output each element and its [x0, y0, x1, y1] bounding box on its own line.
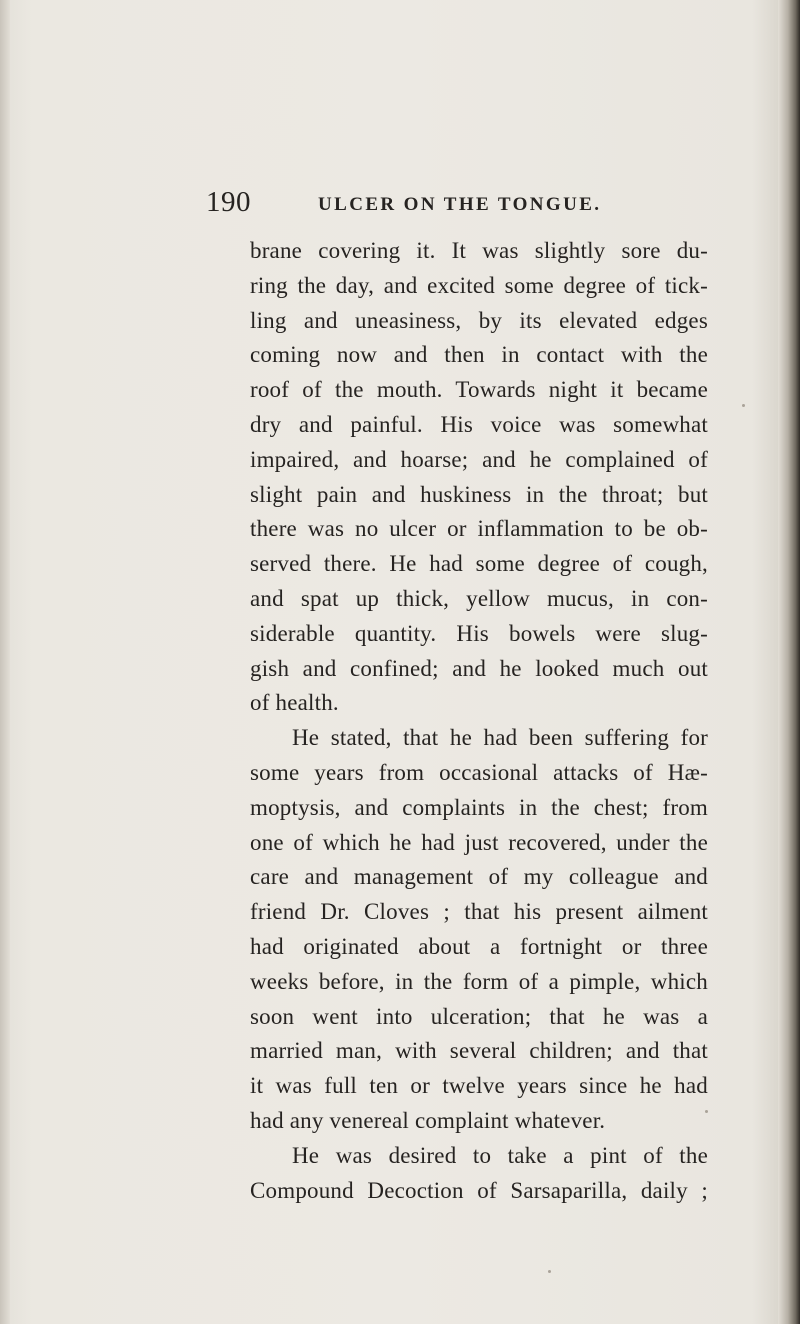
text-line: soon went into ulceration; that he was a	[250, 1003, 708, 1029]
text-line: ling and uneasiness, by its elevated edges	[250, 307, 708, 333]
paper-speck	[548, 1270, 551, 1273]
text-line: brane covering it. It was slightly sore du-	[250, 238, 708, 263]
text-line: some years from occasional attacks of Hæ-	[250, 759, 708, 785]
text-line: care and management of my colleague and	[250, 864, 708, 890]
text-line: and spat up thick, yellow mucus, in con-	[250, 585, 708, 611]
page-left-edge	[0, 0, 10, 1324]
text-line: dry and painful. His voice was somewhat	[250, 411, 708, 437]
paper-speck	[742, 404, 745, 407]
page-number: 190	[206, 186, 251, 218]
text-line: roof of the mouth. Towards night it became	[250, 377, 708, 403]
paper-speck	[705, 1110, 708, 1113]
text-line: He stated, that he had been suffering for	[292, 725, 708, 751]
text-line: Compound Decoction of Sarsaparilla, daily ;	[250, 1177, 708, 1203]
text-line: gish and confined; and he looked much out	[250, 655, 708, 681]
running-head-title: ULCER ON THE TONGUE.	[318, 194, 602, 215]
text-line: He was desired to take a pint of the	[292, 1142, 708, 1168]
text-line: there was no ulcer or inflammation to be ob-	[250, 516, 708, 542]
text-line: ring the day, and excited some degree of tick-	[250, 272, 708, 298]
text-line: had originated about a fortnight or three	[250, 933, 708, 959]
text-line: weeks before, in the form of a pimple, which	[250, 968, 708, 994]
text-line: had any venereal complaint whatever.	[250, 1107, 606, 1133]
paragraph-1	[250, 234, 708, 721]
body-text	[250, 234, 708, 1208]
paragraph-2	[250, 721, 708, 1139]
text-line: one of which he had just recovered, under the	[250, 829, 708, 855]
page-right-edge-shadow	[778, 0, 800, 1324]
text-line: of health.	[250, 690, 339, 716]
paragraph-3	[250, 1139, 708, 1209]
text-line: it was full ten or twelve years since he had	[250, 1073, 708, 1099]
text-line: served there. He had some degree of cough,	[250, 551, 708, 577]
text-line: married man, with several children; and that	[250, 1038, 708, 1064]
text-line: friend Dr. Cloves ; that his present ailment	[250, 899, 708, 925]
text-line: impaired, and hoarse; and he complained of	[250, 446, 708, 472]
text-line: coming now and then in contact with the	[250, 342, 708, 368]
running-head	[206, 186, 726, 220]
text-line: moptysis, and complaints in the chest; from	[250, 794, 708, 820]
text-line: siderable quantity. His bowels were slug-	[250, 620, 708, 646]
text-line: slight pain and huskiness in the throat; but	[250, 481, 708, 507]
